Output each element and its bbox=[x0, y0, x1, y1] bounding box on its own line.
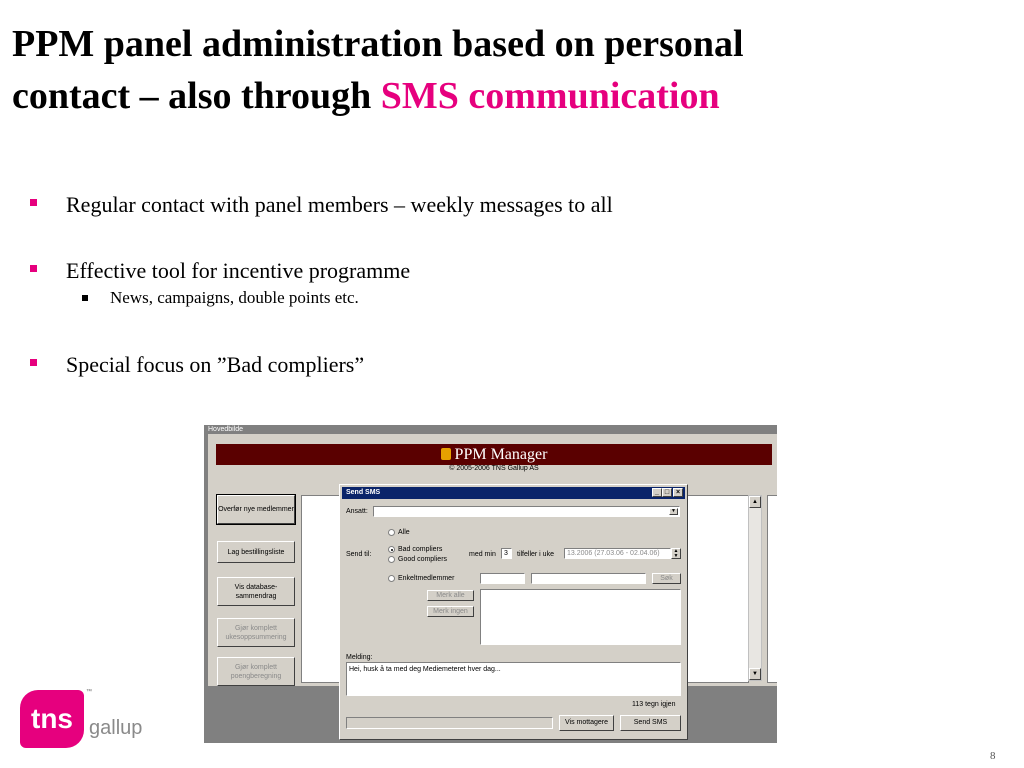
ppm-logo-icon bbox=[441, 448, 451, 460]
bullet-square-icon bbox=[30, 359, 37, 366]
dialog-title: Send SMS bbox=[346, 489, 381, 496]
app-banner bbox=[216, 444, 772, 465]
bullet-text: Regular contact with panel members – weekly messages to all bbox=[66, 192, 613, 217]
med-min-label: med min bbox=[469, 551, 496, 558]
main-scrollbar[interactable] bbox=[748, 495, 762, 681]
radio-bad-compliers[interactable] bbox=[388, 546, 395, 553]
radio-enkelt-label: Enkeltmedlemmer bbox=[398, 575, 455, 582]
bullet-square-icon bbox=[30, 199, 37, 206]
right-panel bbox=[767, 495, 777, 683]
ppm-manager-screenshot bbox=[204, 425, 777, 743]
bullet-list bbox=[30, 190, 930, 380]
minimize-icon[interactable]: _ bbox=[652, 488, 662, 497]
bullet-square-icon bbox=[30, 265, 37, 272]
enkelt-input-2[interactable] bbox=[531, 573, 646, 584]
sub-bullet-text: News, campaigns, double points etc. bbox=[110, 288, 359, 307]
vis-mottagere-button[interactable]: Vis mottagere bbox=[559, 715, 614, 731]
sok-button[interactable]: Søk bbox=[652, 573, 681, 584]
enkelt-input-1[interactable] bbox=[480, 573, 525, 584]
vis-database-button[interactable]: Vis database-sammendrag bbox=[217, 577, 295, 606]
bullet-text: Special focus on ”Bad compliers” bbox=[66, 352, 365, 377]
sub-bullet-item bbox=[30, 286, 930, 310]
window-titlebar: Hovedbilde bbox=[204, 425, 777, 434]
send-til-label: Send til: bbox=[346, 551, 372, 558]
title-line-2 bbox=[12, 70, 1012, 122]
radio-good-label: Good compliers bbox=[398, 556, 448, 563]
radio-good-compliers[interactable] bbox=[388, 556, 395, 563]
merk-ingen-button[interactable]: Merk ingen bbox=[427, 606, 474, 617]
ansatt-select[interactable] bbox=[373, 506, 680, 517]
copyright-text: © 2005-2006 TNS Gallup AS bbox=[449, 465, 539, 472]
scroll-down-icon[interactable]: ▼ bbox=[749, 668, 761, 680]
gallup-wordmark: gallup bbox=[89, 717, 143, 739]
bullet-text: Effective tool for incentive programme bbox=[66, 258, 411, 283]
message-textarea[interactable]: Hei, husk å ta med deg Mediemeteret hver dag... bbox=[346, 662, 681, 696]
logo-tm: ™ bbox=[86, 689, 92, 695]
logo-text: tns bbox=[31, 703, 73, 734]
page-number: 8 bbox=[990, 750, 996, 762]
radio-alle[interactable] bbox=[388, 529, 395, 536]
slide-title bbox=[12, 18, 1012, 122]
bullet-item bbox=[30, 190, 930, 220]
melding-label: Melding: bbox=[346, 654, 373, 661]
recipient-list[interactable] bbox=[480, 589, 681, 645]
poengberegning-button[interactable]: Gjør komplett poengberegning bbox=[217, 657, 295, 686]
send-progress-bar bbox=[346, 717, 553, 729]
chevron-down-icon[interactable]: ▼ bbox=[669, 508, 678, 515]
send-sms-dialog bbox=[339, 484, 688, 740]
week-spinner-icon[interactable]: ▲ ▼ bbox=[671, 548, 681, 559]
bullet-item bbox=[30, 256, 930, 286]
lag-bestillingsliste-button[interactable]: Lag bestillingsliste bbox=[217, 541, 295, 563]
title-plain: contact – also through bbox=[12, 75, 372, 117]
radio-enkeltmedlemmer[interactable] bbox=[388, 575, 395, 582]
scroll-up-icon[interactable]: ▲ bbox=[749, 496, 761, 508]
maximize-icon[interactable]: □ bbox=[662, 488, 672, 497]
ukesoppsummering-button[interactable]: Gjør komplett ukesoppsummering bbox=[217, 618, 295, 647]
radio-bad-label: Bad compliers bbox=[398, 546, 443, 553]
bullet-item bbox=[30, 350, 930, 380]
radio-alle-label: Alle bbox=[398, 529, 410, 536]
week-field[interactable]: 13.2006 (27.03.06 - 02.04.06) bbox=[564, 548, 671, 559]
overfor-medlemmer-button[interactable]: Overfør nye medlemmer bbox=[217, 495, 295, 524]
sub-bullet-square-icon bbox=[82, 295, 88, 301]
tns-logo bbox=[20, 689, 92, 748]
tilfeller-label: tilfeller i uke bbox=[517, 551, 554, 558]
title-accent: SMS communication bbox=[380, 75, 720, 117]
ansatt-label: Ansatt: bbox=[346, 508, 368, 515]
close-icon[interactable]: × bbox=[673, 488, 683, 497]
chars-left-text: 113 tegn igjen bbox=[632, 701, 676, 708]
title-line-1: PPM panel administration based on personal bbox=[12, 23, 744, 65]
dialog-titlebar bbox=[342, 487, 685, 499]
send-sms-button[interactable]: Send SMS bbox=[620, 715, 681, 731]
banner-title: PPM Manager bbox=[454, 446, 548, 463]
med-min-input[interactable]: 3 bbox=[501, 548, 512, 559]
merk-alle-button[interactable]: Merk alle bbox=[427, 590, 474, 601]
